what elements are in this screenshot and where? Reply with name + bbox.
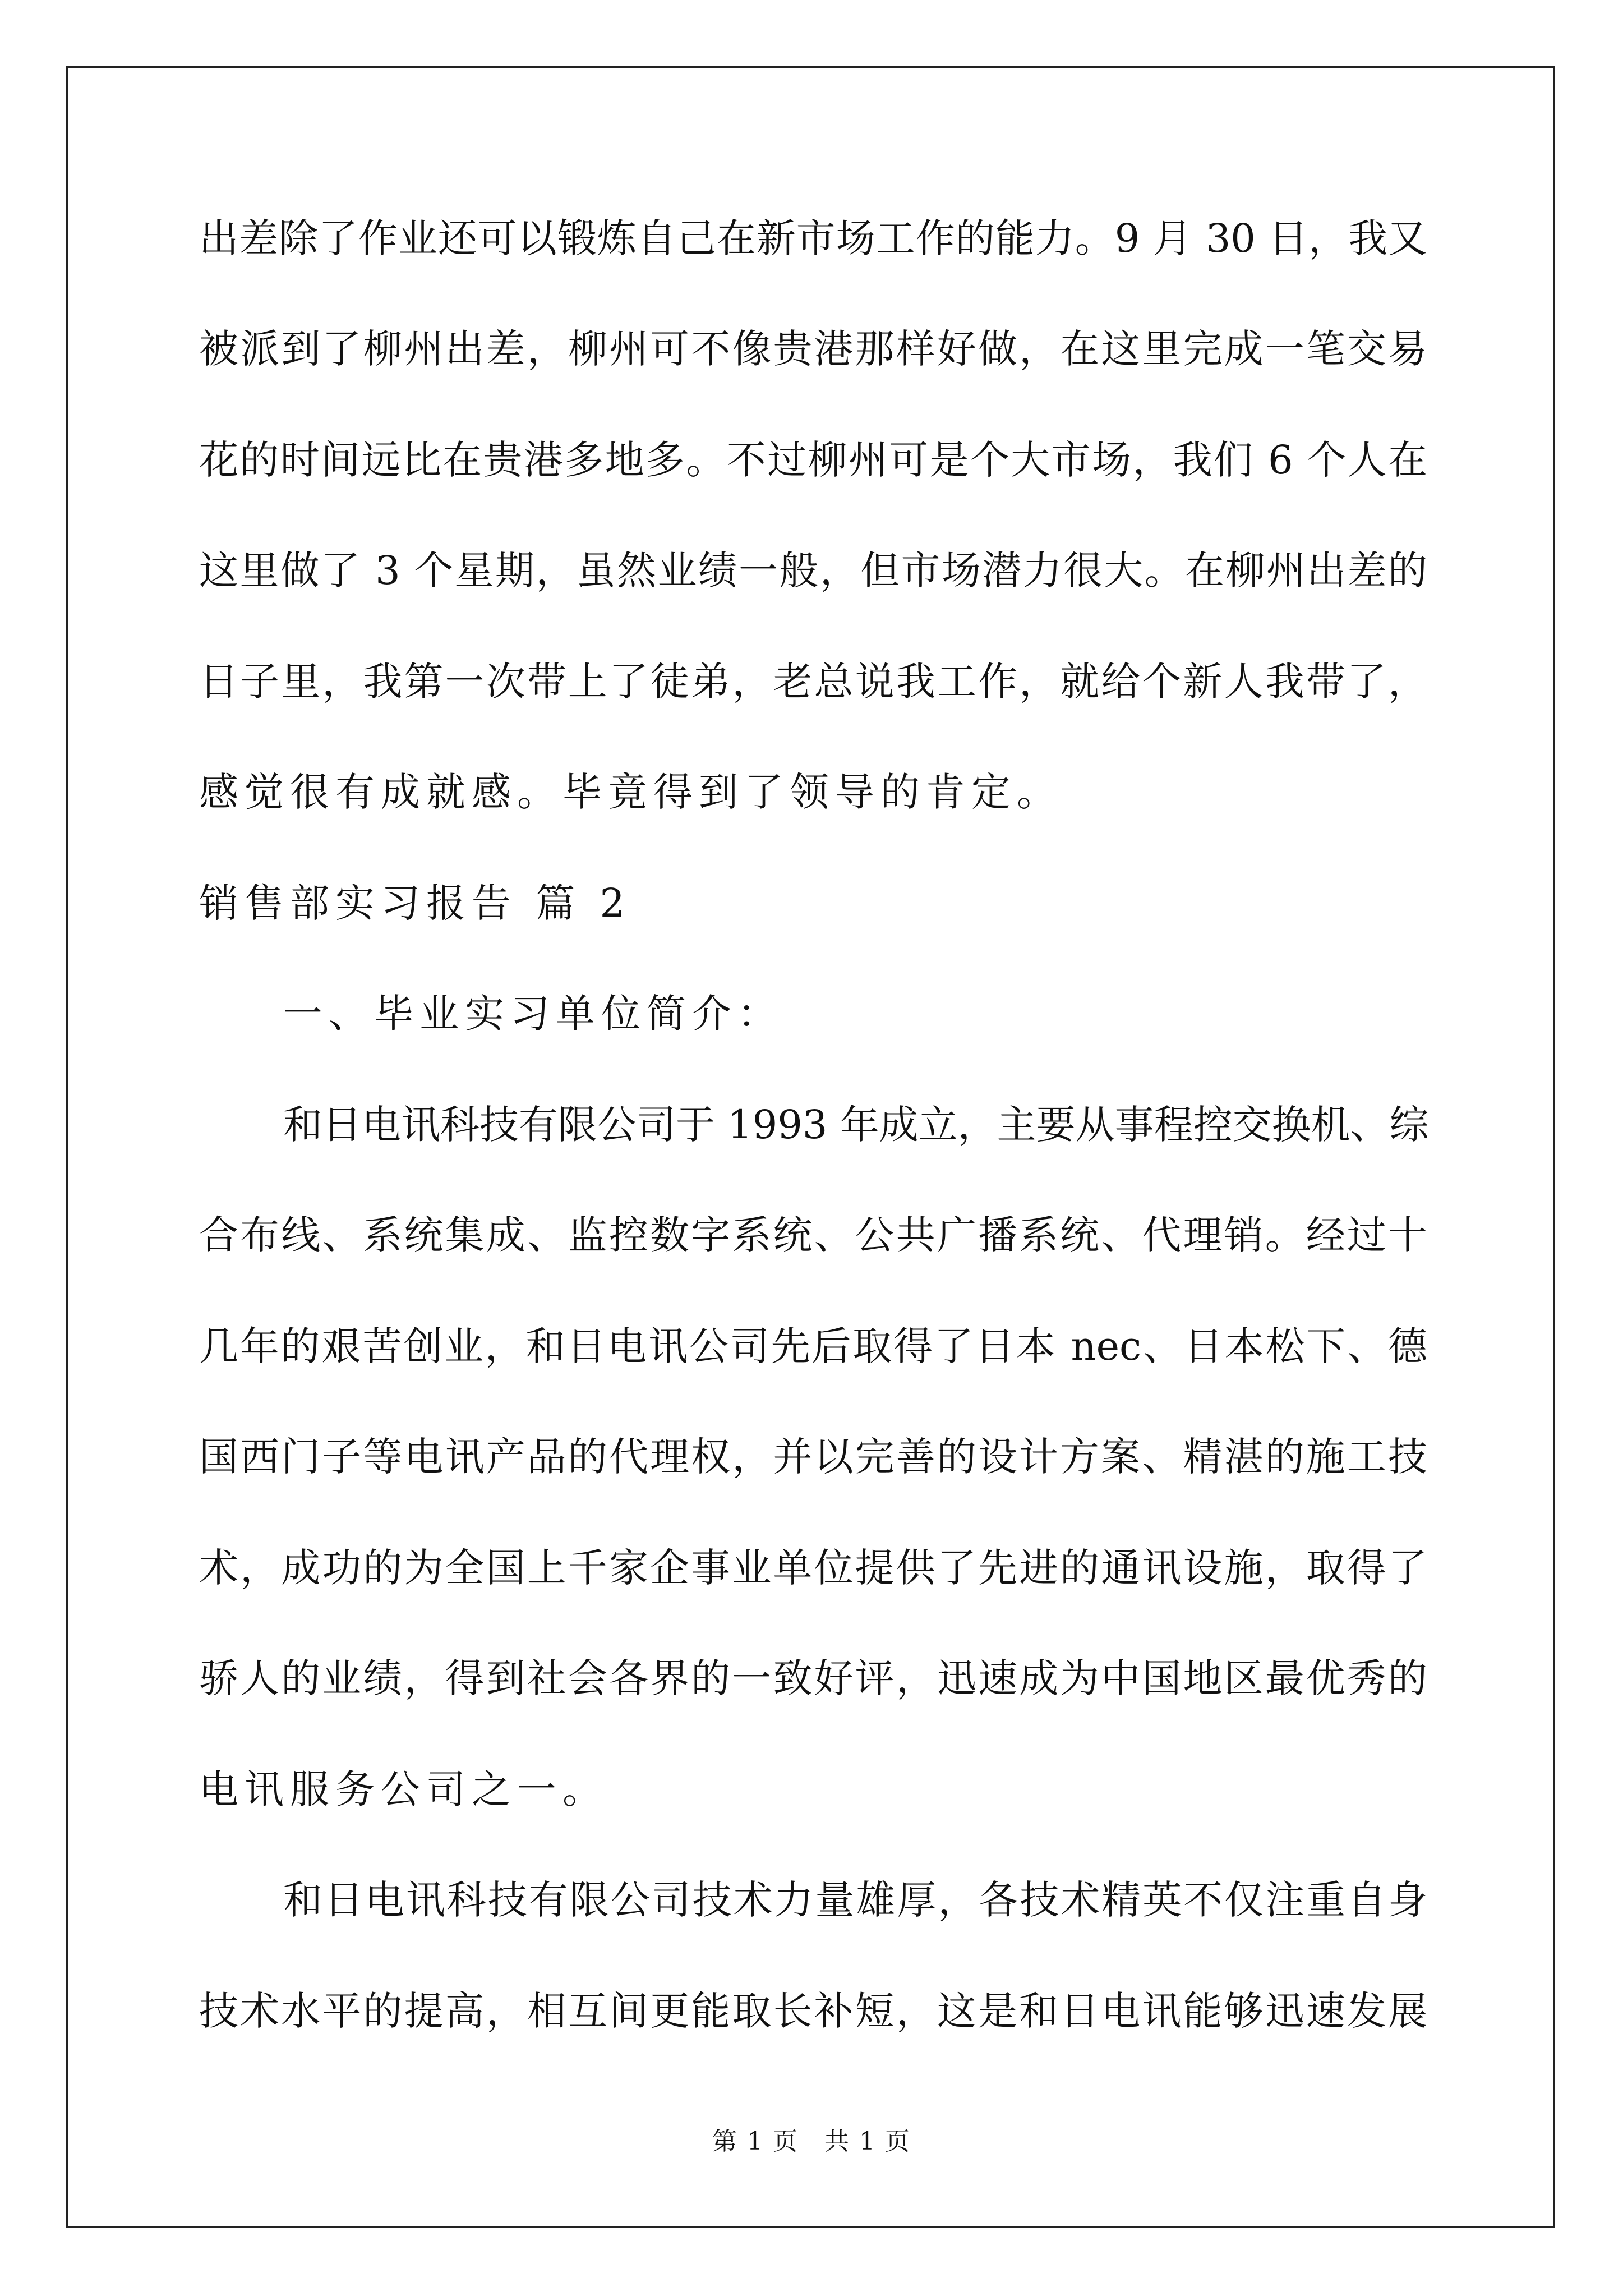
paragraph-line: 几年的艰苦创业，和日电讯公司先后取得了日本 nec、日本松下、德 [199, 1323, 1427, 1369]
paragraph-line: 和日电讯科技有限公司于 1993 年成立，主要从事程控交换机、综 [283, 1102, 1429, 1148]
paragraph-line: 术，成功的为全国上千家企事业单位提供了先进的通讯设施，取得了 [199, 1545, 1427, 1591]
page-number-footer: 第 1 页 共 1 页 [712, 2127, 911, 2156]
paragraph-line: 花的时间远比在贵港多地多。不过柳州可是个大市场，我们 6 个人在 [199, 437, 1427, 483]
subsection-heading: 一、毕业实习单位简介： [283, 991, 783, 1037]
paragraph-line: 感觉很有成就感。毕竟得到了领导的肯定。 [199, 769, 1062, 815]
paragraph-line: 技术水平的提高，相互间更能取长补短，这是和日电讯能够迅速发展 [199, 1988, 1427, 2034]
paragraph-line: 和日电讯科技有限公司技术力量雄厚，各技术精英不仅注重自身 [283, 1877, 1427, 1923]
paragraph-line: 被派到了柳州出差，柳州可不像贵港那样好做，在这里完成一笔交易 [199, 326, 1427, 372]
paragraph-line: 国西门子等电讯产品的代理权，并以完善的设计方案、精湛的施工技 [199, 1434, 1427, 1480]
paragraph-line: 这里做了 3 个星期，虽然业绩一般，但市场潜力很大。在柳州出差的 [199, 547, 1427, 593]
paragraph-line: 日子里，我第一次带上了徒弟，老总说我工作，就给个新人我带了， [199, 659, 1427, 705]
paragraph-line: 骄人的业绩，得到社会各界的一致好评，迅速成为中国地区最优秀的 [199, 1655, 1427, 1701]
paragraph-line: 出差除了作业还可以锻炼自己在新市场工作的能力。9 月 30 日，我又 [199, 215, 1427, 261]
section-heading: 销售部实习报告 篇 2 [199, 880, 631, 926]
paragraph-line: 合布线、系统集成、监控数字系统、公共广播系统、代理销。经过十 [199, 1212, 1427, 1258]
paragraph-line: 电讯服务公司之一。 [199, 1766, 608, 1812]
